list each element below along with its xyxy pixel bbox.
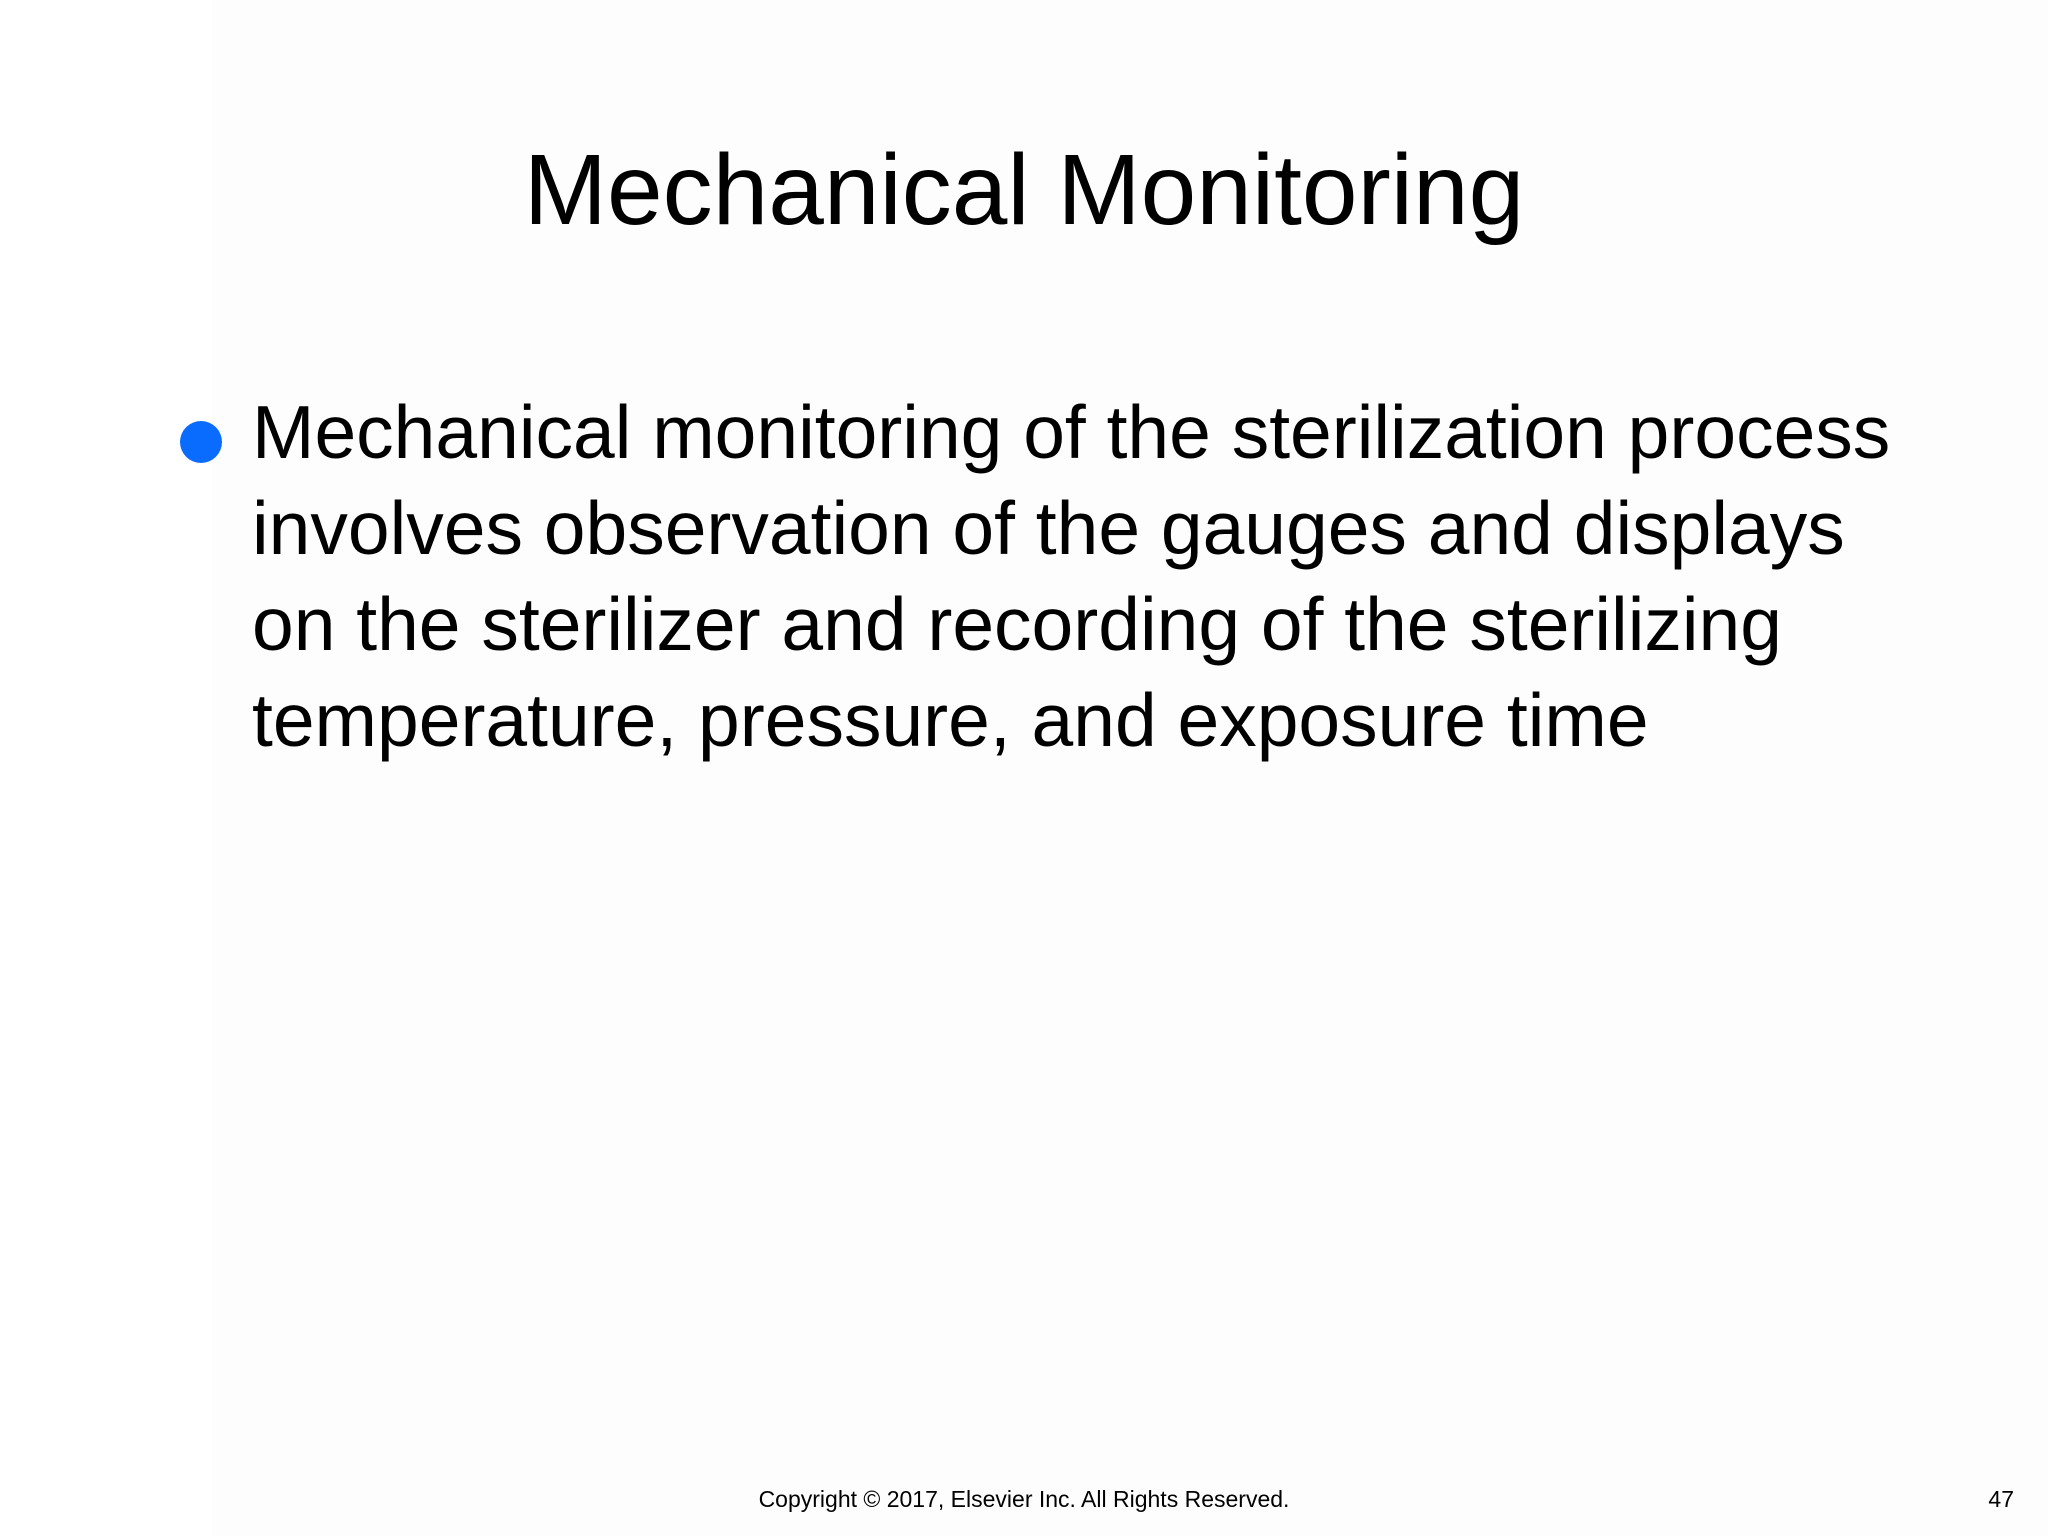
bullet-item xyxy=(178,384,1898,768)
bullet-dot-icon xyxy=(180,421,222,463)
bullet-list xyxy=(178,384,1898,768)
slide-title: Mechanical Monitoring xyxy=(523,134,1525,246)
bullet-text: Mechanical monitoring of the sterilization process involves observation of the gauges and displays on the sterilizer and recording of the sterilizing temperature, pressure, and exposure time xyxy=(252,390,1891,762)
page-number: 47 xyxy=(1988,1486,2014,1512)
copyright-footer: Copyright © 2017, Elsevier Inc. All Rights Reserved. xyxy=(758,1486,1290,1512)
